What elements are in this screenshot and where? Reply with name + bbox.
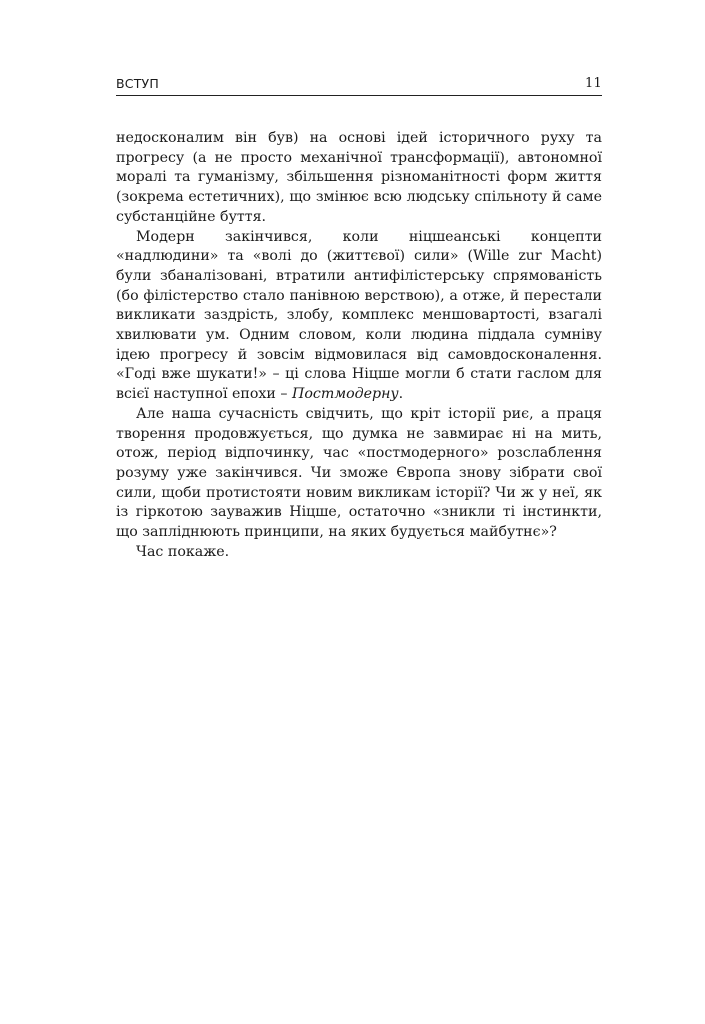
paragraph-2-emphasis: Постмодерну	[292, 386, 399, 403]
paragraph-2-text: Модерн закінчився, коли ніцшеанські концепти «надлюдини» та «волі до (життєвої) сили» (Wille zur Macht) були збаналізовані, втратили антифілістерську спрямованість (бо філістерство стало панівною верствою), а отже, й перестали викликати заздрість, злобу, комплекс меншовартості, взагалі хвилювати ум. Одним словом, коли людина піддала сумніву ідею прогресу й зовсім відмовилася від самовдосконалення. «Годі вже шукати!» – ці слова Ніцше могли б стати гаслом для всієї наступної епохи –	[116, 228, 602, 403]
paragraph-3: Але наша сучасність свідчить, що кріт історії риє, а праця творення продовжується, що думка не завмирає ні на мить, отож, період відпочинку, час «постмодерного» розслаблення розуму уже закінчився. Чи зможе Європа знову зібрати свої сили, щоби протистояти новим викликам історії? Чи ж у неї, як із гіркотою зауважив Ніцше, остаточно «зникли ті інстинкти, що запліднюють принципи, на яких будується майбутнє»?	[116, 405, 602, 541]
paragraph-2-end: .	[398, 386, 404, 403]
chapter-title: ВСТУП	[116, 76, 159, 91]
paragraph-2	[116, 228, 602, 405]
paragraph-4: Час покаже.	[136, 543, 230, 560]
running-header	[116, 76, 602, 96]
page-number: 11	[585, 76, 602, 91]
book-page	[116, 76, 602, 562]
body-text	[116, 129, 602, 562]
paragraph-1: недосконалим він був) на основі ідей історичного руху та прогресу (а не просто механічної трансформації), автономної моралі та гуманізму, збільшення різноманітності форм життя (зокрема естетичних), що змінює всю людську спільноту й саме субстанційне буття.	[116, 130, 602, 225]
